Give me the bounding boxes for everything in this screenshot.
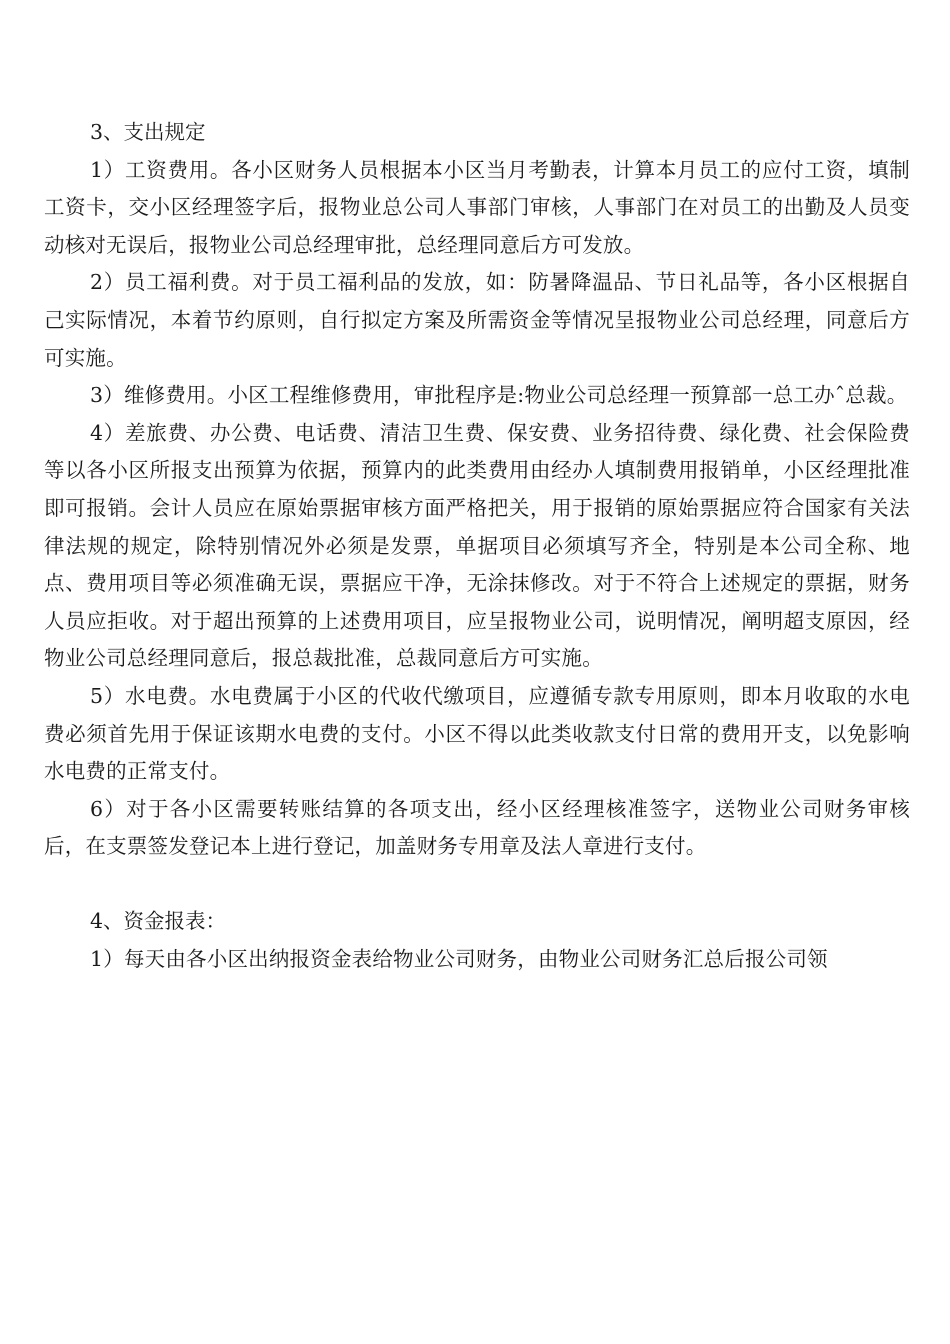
section-4-heading: 4、资金报表： bbox=[90, 909, 227, 934]
section-spacer bbox=[44, 866, 910, 904]
section-3-item-6: 6）对于各小区需要转账结算的各项支出，经小区经理核准签字，送物业公司财务审核后，在支票签发登记本上进行登记，加盖财务专用章及法人章进行支付。 bbox=[44, 796, 910, 859]
document-body bbox=[44, 114, 910, 979]
section-3-item-5: 5）水电费。水电费属于小区的代收代缴项目，应遵循专款专用原则，即本月收取的水电费必须首先用于保证该期水电费的支付。小区不得以此类收款支付日常的费用开支，以免影响水电费的正常支付。 bbox=[44, 683, 910, 784]
section-3-item-2: 2）员工福利费。对于员工福利品的发放，如：防暑降温品、节日礼品等，各小区根据自己实际情况，本着节约原则，自行拟定方案及所需资金等情况呈报物业公司总经理，同意后方可实施。 bbox=[44, 270, 910, 370]
section-3-heading: 3、支出规定 bbox=[90, 120, 206, 144]
section-3-item-1: 1）工资费用。各小区财务人员根据本小区当月考勤表，计算本月员工的应付工资，填制工资卡，交小区经理签字后，报物业总公司人事部门审核，人事部门在对员工的出勤及人员变动核对无误后，报物业公司总经理审批，总经理同意后方可发放。 bbox=[44, 157, 910, 257]
section-3-item-4: 4）差旅费、办公费、电话费、清洁卫生费、保安费、业务招待费、绿化费、社会保险费等以各小区所报支出预算为依据，预算内的此类费用由经办人填制费用报销单，小区经理批准即可报销。会计人员应在原始票据审核方面严格把关，用于报销的原始票据应符合国家有关法律法规的规定，除特别情况外必须是发票，单据项目必须填写齐全，特别是本公司全称、地点、费用项目等必须准确无误，票据应干净，无涂抹修改。对于不符合上述规定的票据，财务人员应拒收。对于超出预算的上述费用项目，应呈报物业公司，说明情况，阐明超支原因，经物业公司总经理同意后，报总裁批准，总裁同意后方可实施。 bbox=[44, 420, 910, 671]
section-3-item-3: 3）维修费用。小区工程维修费用，审批程序是:物业公司总经理一预算部一总工办ˆ总裁。 bbox=[90, 383, 908, 408]
section-4-item-1: 1）每天由各小区出纳报资金表给物业公司财务，由物业公司财务汇总后报公司领 bbox=[90, 947, 828, 972]
